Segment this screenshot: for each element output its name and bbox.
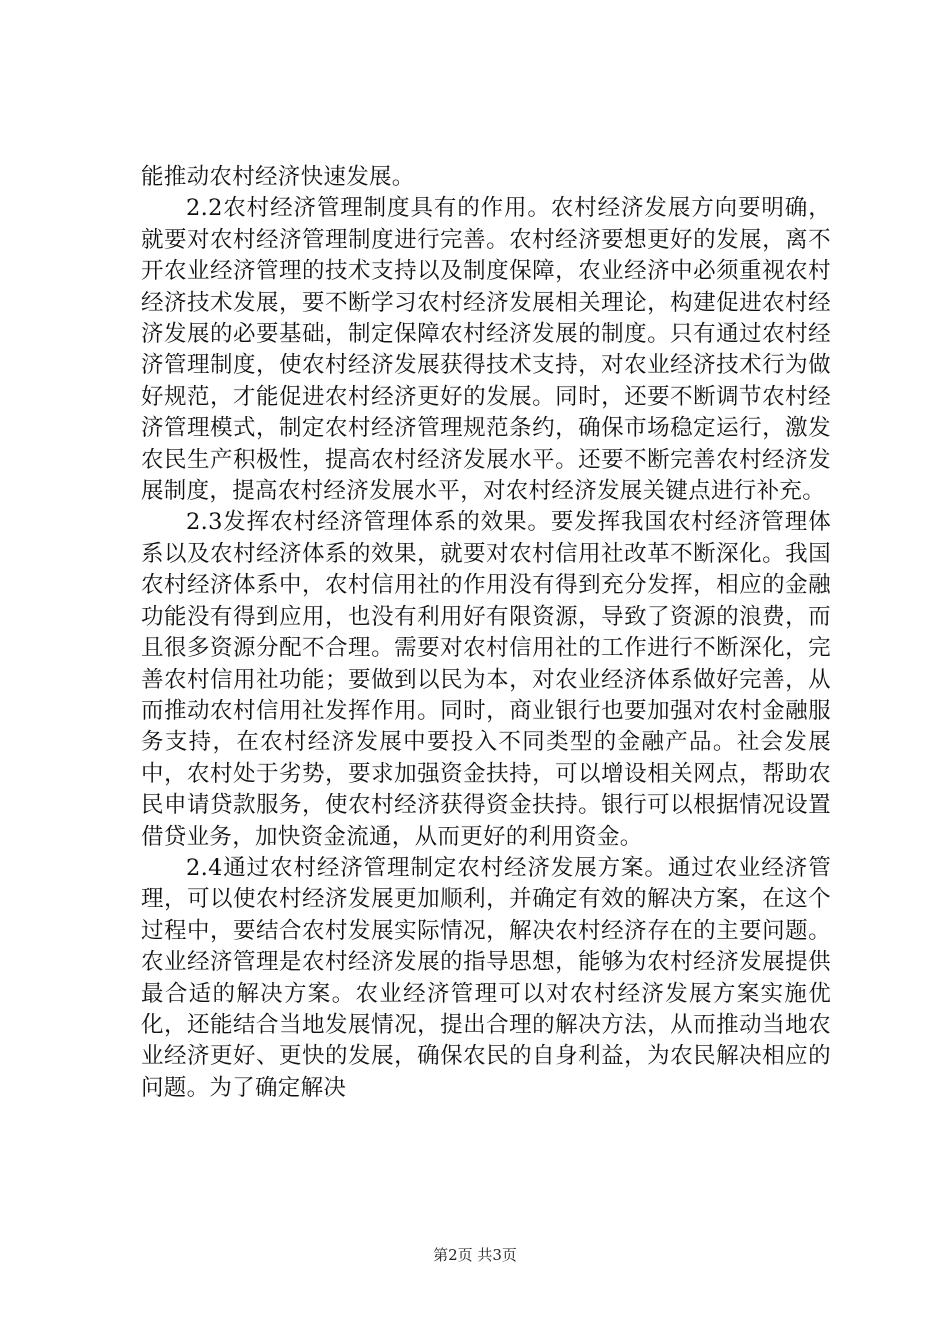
paragraph-continuation: 能推动农村经济快速发展。: [141, 164, 415, 190]
page-number-footer: 第2页 共3页: [433, 1246, 517, 1264]
paragraph-section-2-4: 2.4通过农村经济管理制定农村经济发展方案。通过农业经济管理，可以使农村经济发展更加顺利，并确定有效的解决方案，在这个过程中，要结合农村发展实际情况，解决农村经济存在的主要问题。农业经济管理是农村经济发展的指导思想，能够为农村经济发展提供最合适的解决方案。农业经济管理可以对农村经济发展方案实施优化，还能结合当地发展情况，提出合理的解决方法，从而推动当地农业经济更好、更快的发展，确保农民的自身利益，为农民解决相应的问题。为了确定解决: [141, 854, 831, 1101]
document-body: [141, 162, 831, 1104]
paragraph-section-2-2: 2.2农村经济管理制度具有的作用。农村经济发展方向要明确，就要对农村经济管理制度进行完善。农村经济要想更好的发展，离不开农业经济管理的技术支持以及制度保障，农业经济中必须重视农村经济技术发展，要不断学习农村经济发展相关理论，构建促进农村经济发展的必要基础，制定保障农村经济发展的制度。只有通过农村经济管理制度，使农村经济发展获得技术支持，对农业经济技术行为做好规范，才能促进农村经济更好的发展。同时，还要不断调节农村经济管理模式，制定农村经济管理规范条约，确保市场稳定运行，激发农民生产积极性，提高农村经济发展水平。还要不断完善农村经济发展制度，提高农村经济发展水平，对农村经济发展关键点进行补充。: [141, 195, 831, 505]
paragraph-section-2-3: 2.3发挥农村经济管理体系的效果。要发挥我国农村经济管理体系以及农村经济体系的效果，就要对农村信用社改革不断深化。我国农村经济体系中，农村信用社的作用没有得到充分发挥，相应的金融功能没有得到应用，也没有利用好有限资源，导致了资源的浪费，而且很多资源分配不合理。需要对农村信用社的工作进行不断深化，完善农村信用社功能；要做到以民为本，对农业经济体系做好完善，从而推动农村信用社发挥作用。同时，商业银行也要加强对农村金融服务支持，在农村经济发展中要投入不同类型的金融产品。社会发展中，农村处于劣势，要求加强资金扶持，可以增设相关网点，帮助农民申请贷款服务，使农村经济获得资金扶持。银行可以根据情况设置借贷业务，加快资金流通，从而更好的利用资金。: [141, 509, 831, 850]
